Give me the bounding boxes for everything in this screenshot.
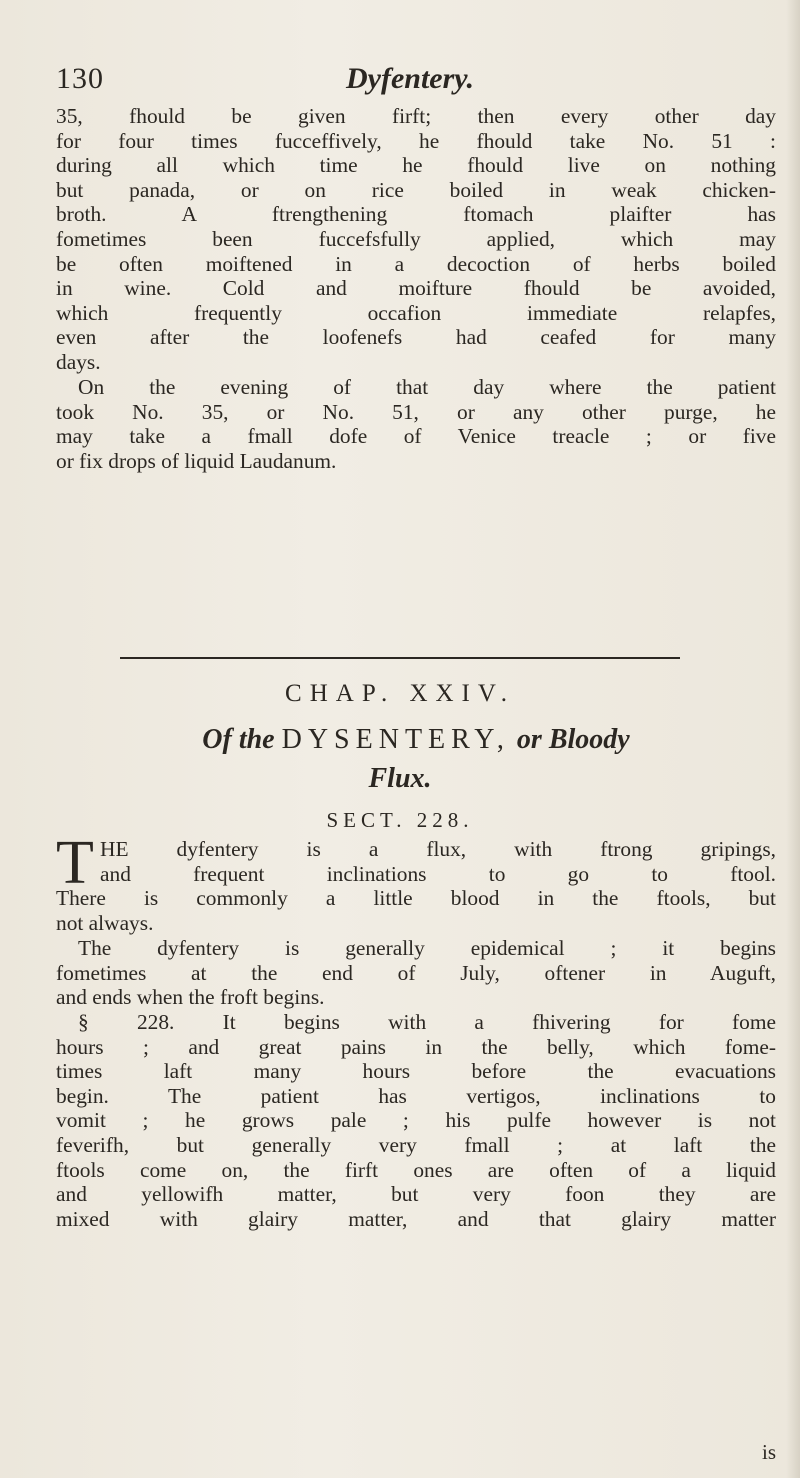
text-line: fometimes at the end of July, oftener in Auguft, <box>56 960 776 985</box>
paragraph-evening <box>56 375 776 473</box>
paragraph-epidemical <box>56 936 776 1010</box>
page-edge-shadow <box>786 0 800 1478</box>
text-line: or fix drops of liquid Laudanum. <box>56 448 337 473</box>
text-line: in wine. Cold and moifture fhould be avoided, <box>56 276 776 301</box>
text-line: and yellowifh matter, but very foon they are <box>56 1182 776 1207</box>
chapter-title <box>56 723 776 757</box>
text-line: § 228. It begins with a fhivering for fome <box>78 1010 776 1034</box>
section-heading: SECT. 228. <box>326 808 474 832</box>
intro-first-lines <box>100 837 776 886</box>
chapter-heading: CHAP. XXIV. <box>285 680 515 707</box>
title-bloody: Bloody <box>548 724 630 755</box>
text-line: which frequently occafion immediate relapfes, <box>56 300 776 325</box>
text-line: times laft many hours before the evacuations <box>56 1059 776 1084</box>
text-line: took No. 35, or No. 51, or any other purge, he <box>56 399 776 424</box>
title-flux: Flux. <box>368 763 432 794</box>
text-line: begin. The patient has vertigos, inclinations to <box>56 1083 776 1108</box>
text-line: feverifh, but generally very fmall ; at laft the <box>56 1132 776 1157</box>
drop-cap: T <box>56 829 94 897</box>
text-line: and frequent inclinations to go to ftool. <box>100 861 776 886</box>
text-line: mixed with glairy matter, and that glairy matter <box>56 1206 776 1231</box>
text-line: 35, fhould be given firft; then every other day <box>56 104 776 128</box>
text-line: even after the loofenefs had ceafed for many <box>56 325 776 350</box>
text-line: vomit ; he grows pale ; his pulfe however is not <box>56 1108 776 1133</box>
text-line: There is commonly a little blood in the ftools, but <box>56 886 776 910</box>
page-number: 130 <box>56 62 104 95</box>
section-divider <box>120 657 680 659</box>
title-or: or <box>516 724 542 755</box>
text-line: and ends when the froft begins. <box>56 985 325 1010</box>
text-line: for four times fucceffively, he fhould take No. 51 : <box>56 128 776 153</box>
catchword: is <box>761 1440 776 1464</box>
text-line: broth. A ftrengthening ftomach plaifter has <box>56 202 776 227</box>
text-line: fometimes been fuccefsfully applied, which may <box>56 226 776 251</box>
text-line: ftools come on, the firft ones are often of a liquid <box>56 1157 776 1182</box>
text-line: On the evening of that day where the patient <box>78 375 776 399</box>
running-head: Dyfentery. <box>346 62 474 95</box>
text-line: HE dyfentery is a flux, with ftrong gripings, <box>100 837 776 861</box>
text-line: hours ; and great pains in the belly, which fome- <box>56 1034 776 1059</box>
text-line: days. <box>56 349 101 374</box>
text-line: during all which time he fhould live on nothing <box>56 153 776 178</box>
text-line: not always. <box>56 910 154 935</box>
intro-rest <box>56 886 776 935</box>
text-line: but panada, or on rice boiled in weak chicken- <box>56 177 776 202</box>
text-line: may take a fmall dofe of Venice treacle ; or five <box>56 424 776 449</box>
title-dysentery: DYSENTERY, <box>281 724 510 755</box>
paragraph-continuation <box>56 104 776 375</box>
text-line: be often moiftened in a decoction of herbs boiled <box>56 251 776 276</box>
text-line: The dyfentery is generally epidemical ; it begins <box>78 936 776 960</box>
title-prefix: Of the <box>202 724 275 755</box>
paragraph-symptoms <box>56 1010 776 1231</box>
page-header <box>56 62 776 102</box>
